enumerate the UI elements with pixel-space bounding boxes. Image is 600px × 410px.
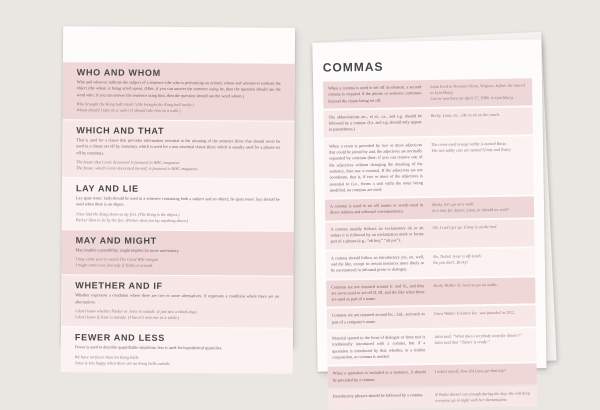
commas-page-title: COMMAS	[322, 59, 384, 75]
comma-rule-examples	[431, 140, 529, 192]
comma-rule-row	[328, 386, 537, 409]
comma-rule-text: Commas are not required around Inc., Ltd., and such as part of a company's name.	[331, 311, 425, 325]
comma-rule-examples	[433, 281, 530, 301]
comma-rule-row	[326, 277, 535, 307]
grammar-section	[61, 230, 293, 276]
section-rule-text: May implies a possibility; might implies far more uncertainty.	[75, 247, 180, 253]
comma-rule-text: When a comma is used to set off an element, a second comma is required if the phrase or sentence continues beyond the clause being set off.	[328, 84, 422, 104]
section-examples	[75, 308, 279, 322]
example-line: The two tabby cats are named Ginny and Rusty.	[431, 146, 512, 153]
example-line: I may come over to watch The Good Wife tonight.	[75, 256, 159, 263]
comma-rule-text: The abbreviations etc., et al., i.e., and e.g. should be followed by a comma. (I.e. and e.g. should only appear in parentheses.)	[328, 113, 422, 133]
comma-rule-rows	[313, 78, 547, 410]
example-line: Lana lived in Newport News, Virginia, before she moved to Lynchburg.	[430, 82, 525, 96]
example-line: No, Tosha! Jesse is off-leash.	[432, 252, 482, 259]
section-examples	[75, 257, 279, 271]
section-examples	[75, 354, 279, 368]
section-rule-text: Whether expresses a condition where there are two or more alternatives; if expresses a condition where there are no alternatives.	[75, 292, 280, 305]
section-rule-text: Lay (past tense: laid) should be used in a sentence containing both a subject and an object; lie (past tense: lay) should be used when there is no object.	[75, 195, 280, 208]
comma-rule-row	[324, 136, 534, 198]
section-title: WHICH AND THAT	[76, 125, 165, 136]
example-line: Jesse is less happy when there are no Kong balls outside.	[74, 359, 171, 366]
section-examples	[77, 101, 281, 115]
example-line: Is it time for dinner, Lana, or should we wait?	[432, 207, 510, 214]
comma-rule-row	[327, 306, 536, 330]
comma-rule-examples	[432, 223, 529, 243]
comma-rule-row	[328, 364, 537, 388]
section-title: WHETHER AND IF	[75, 280, 163, 292]
comma-rule-examples	[430, 82, 527, 102]
section-title: MAY AND MIGHT	[75, 235, 157, 246]
example-line: I asked myself, how did Lana get that big?	[434, 368, 506, 375]
example-line: Jesse laid the Kong down at my feet. (The Kong is the object.)	[75, 211, 180, 217]
comma-rule-examples	[435, 390, 532, 404]
comma-rule-text: When a quotation is included in a sentence, it should be preceded by a comma.	[332, 369, 426, 383]
grammar-section	[61, 327, 293, 373]
grammar-section	[61, 276, 293, 328]
section-rule-text: Fewer is used to describe quantifiable situations; less is used for hypothetical quantities.	[74, 344, 223, 351]
comma-rule-row	[325, 219, 534, 249]
example-line: If Tosha doesn't eat enough during the day, she will keep everyone up at night with her shenanigans.	[435, 390, 530, 403]
grammar-section	[62, 62, 294, 121]
section-rule-text: That is used for a clause that provides information essential to the meaning of the sentence (hint: that should never be used in a clause set off by commas); which is used for a non-essential clause (hint: which is usually used for a phrase set off by commas).	[76, 137, 281, 156]
comma-rule-examples	[434, 310, 531, 324]
comma-rule-text: A comma should follow an introductory yes, no, well, and the like, except in certain instances more likely to be encountered in informal prose or dialogue.	[330, 253, 425, 273]
example-line: Oh, I can't get up. Ginny is on the bed.	[432, 223, 498, 230]
comma-rule-examples	[431, 111, 528, 131]
section-rule-text: Who and whoever indicate the subject of a sentence (the who is performing an action); whom and whomever indicate the object (the whom is being acted upon). (Hint: if you can answer the sentence using he, then the question should use the word who; if you can answer the sentence using him, then the question should use the word whom.)	[76, 79, 281, 99]
comma-rule-row	[326, 248, 535, 278]
comma-rule-text: A comma usually follows an exclamatory oh or ah unless it is followed by an exclamation mark or forms part of a phrase (e.g., “oh boy,” “ah yes”).	[330, 224, 424, 244]
example-line: Whom should I take on a walk? (I should take him on a walk.)	[76, 107, 181, 114]
comma-rule-row	[325, 197, 534, 221]
comma-rule-text: Introductory phrases should be followed by a comma.	[332, 391, 424, 399]
example-line: Julia said that “dinner is ready.”	[434, 339, 490, 346]
example-line: Parker likes to lie by the fire. (Parker does not lay anything down.)	[75, 217, 189, 223]
section-examples	[76, 211, 280, 225]
example-line: I don't know whether Parker or Jesse is outside. (I just saw a black dog.)	[75, 308, 198, 315]
example-line: Gava Walker Creative Inc. was founded in 2012.	[433, 310, 516, 317]
comma-rule-text: Material quoted in the form of dialogue or from text is traditionally introduced with a comma, but if a quotation is introduced by that, whether, or a similar conjunction, no comma is needed.	[332, 334, 426, 360]
comma-rule-text: Commas are not required around Jr. and Sr., and they are never used to set off II, III, and the like when these are used as part of a name.	[331, 282, 425, 302]
example-line: Julia said, “What does everybody want for dinner?”	[434, 332, 523, 339]
example-line: I don't know if Jesse is outside. (I haven't seen her in a while.)	[75, 314, 180, 321]
example-line: No you don't, Becky!	[432, 259, 468, 265]
example-line: I might come over, but only if Tosha is around.	[75, 262, 154, 269]
comma-rule-row	[323, 107, 532, 137]
example-line: Becky Walker Sr. loves to go on walks.	[433, 281, 498, 288]
commas-page	[312, 39, 546, 403]
section-title: FEWER AND LESS	[74, 332, 165, 344]
grammar-usage-page	[61, 26, 295, 366]
example-line: The house, which Genie decorated herself, is featured in BHG magazine.	[76, 165, 199, 172]
comma-rule-text: When a noun is preceded by two or more adjectives that could be joined by and, the adjectives are normally separated by commas (hint: if you can remove one of the adjectives without changing the meaning of the sentence, then use a comma). If the adjectives are not coordinate, that is, if two or more of the adjectives is essential to (i.e., forms a unit with) the noun being modified, no commas are used.	[329, 141, 423, 193]
grammar-section	[62, 120, 294, 179]
example-line: Who brought the Kong ball inside? (He brought the Kong ball inside.)	[76, 101, 195, 108]
section-title: WHO AND WHOM	[76, 67, 161, 78]
comma-rule-text: A comma is used to set off names or words used in direct address and informal correspondence.	[329, 202, 424, 216]
example-line: Becky, let's go on a walk.	[432, 201, 475, 208]
example-line: Carrie was born on April 17, 1986, in Lynchburg.	[430, 94, 514, 102]
section-examples	[76, 159, 280, 173]
section-title: LAY AND LIE	[75, 183, 139, 194]
comma-rule-examples	[434, 332, 531, 359]
comma-rule-row	[327, 328, 536, 364]
comma-rule-examples	[433, 252, 530, 272]
comma-rule-examples	[435, 368, 532, 382]
example-line: We have no fewer than ten Kong balls.	[74, 353, 140, 360]
example-line: The cross-eyed orange tabby is named Rusty.	[431, 140, 507, 147]
example-line: The house that Genie decorated is featured in BHG magazine.	[76, 159, 181, 165]
grammar-section	[62, 178, 294, 230]
example-line: Becky, Lana, etc., like to sit on the couch.	[430, 111, 501, 118]
grammar-sections	[61, 26, 295, 373]
comma-rule-examples	[432, 201, 529, 215]
comma-rule-row	[323, 78, 532, 108]
